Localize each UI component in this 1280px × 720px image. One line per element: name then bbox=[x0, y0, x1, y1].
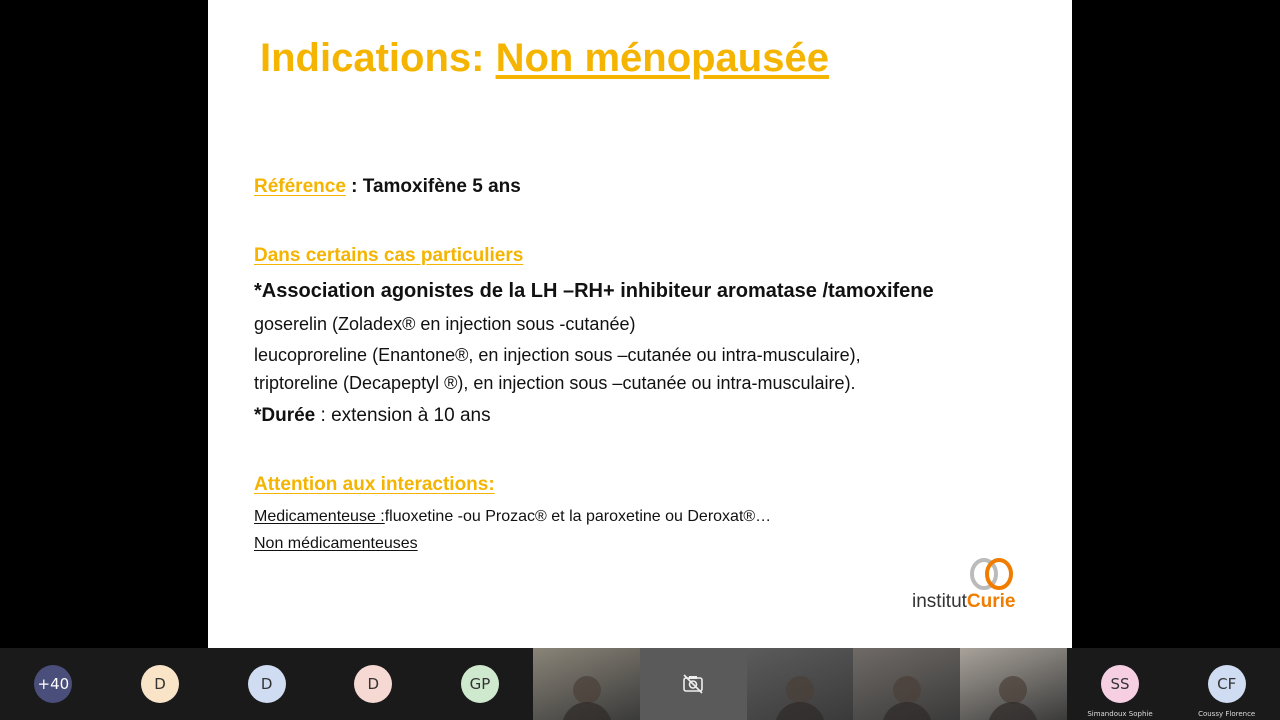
participant-body-icon bbox=[882, 702, 932, 720]
special-cases-heading: Dans certains cas particuliers bbox=[254, 245, 524, 266]
duration-line bbox=[254, 405, 491, 427]
participant-body-icon bbox=[988, 702, 1038, 720]
participant-avatar: D bbox=[354, 665, 392, 703]
logo-prefix: institut bbox=[912, 591, 967, 612]
participant-video-icon bbox=[893, 676, 921, 704]
reference-label: Référence bbox=[254, 176, 346, 197]
participant-tile[interactable] bbox=[853, 648, 960, 720]
curie-rings-icon bbox=[908, 556, 1028, 596]
participant-tile[interactable] bbox=[533, 648, 640, 720]
participant-avatar: CF bbox=[1208, 665, 1246, 703]
participant-tile[interactable] bbox=[320, 648, 427, 720]
participant-body-icon bbox=[775, 702, 825, 720]
medicamenteuse-label: Medicamenteuse : bbox=[254, 508, 385, 525]
drug-line-leucoproreline: leucoproreline (Enantone®, en injection sous –cutanée ou intra-musculaire), bbox=[254, 345, 861, 365]
presentation-slide bbox=[208, 0, 1072, 648]
participant-avatar: SS bbox=[1101, 665, 1139, 703]
medicamenteuse-text: fluoxetine -ou Prozac® et la paroxetine ou Deroxat®… bbox=[384, 508, 772, 525]
participant-tile[interactable] bbox=[427, 648, 534, 720]
drug-line-triptoreline: triptoreline (Decapeptyl ®), en injection sous –cutanée ou intra-musculaire). bbox=[254, 373, 856, 393]
interactions-heading: Attention aux interactions: bbox=[254, 474, 495, 495]
participant-tile[interactable] bbox=[0, 648, 107, 720]
camera-off-icon bbox=[682, 674, 704, 699]
participant-name: Coussy Florence bbox=[1198, 710, 1256, 718]
slide-title bbox=[260, 36, 829, 81]
reference-text: : Tamoxifène 5 ans bbox=[345, 176, 521, 197]
duration-text: : extension à 10 ans bbox=[315, 405, 491, 426]
participant-tile[interactable] bbox=[747, 648, 854, 720]
participant-avatar: D bbox=[248, 665, 286, 703]
association-line: *Association agonistes de la LH –RH+ inhibiteur aromatase /tamoxifene bbox=[254, 280, 934, 302]
participant-video-icon bbox=[999, 676, 1027, 704]
duration-label: *Durée bbox=[254, 405, 316, 426]
participant-video-icon bbox=[573, 676, 601, 704]
participant-tile[interactable] bbox=[213, 648, 320, 720]
participant-tile[interactable] bbox=[640, 648, 747, 720]
logo-brand: Curie bbox=[966, 591, 1016, 612]
institut-curie-logo bbox=[908, 556, 1028, 616]
participant-video-icon bbox=[786, 676, 814, 704]
participant-tile[interactable] bbox=[960, 648, 1067, 720]
drug-line-goserelin: goserelin (Zoladex® en injection sous -cutanée) bbox=[254, 314, 636, 334]
participant-tile[interactable] bbox=[1173, 648, 1280, 720]
participant-tile[interactable] bbox=[107, 648, 214, 720]
participant-avatar: +40 bbox=[34, 665, 72, 703]
participant-name: Simandoux Sophie bbox=[1087, 710, 1153, 718]
participant-avatar: GP bbox=[461, 665, 499, 703]
reference-line bbox=[254, 176, 521, 198]
participant-avatar: D bbox=[141, 665, 179, 703]
title-highlight: Non ménopausée bbox=[495, 36, 829, 80]
non-medicamenteuses-line: Non médicamenteuses bbox=[254, 535, 418, 552]
participant-body-icon bbox=[562, 702, 612, 720]
title-prefix: Indications: bbox=[260, 36, 496, 80]
participants-strip bbox=[0, 648, 1280, 720]
medicamenteuse-line bbox=[254, 508, 771, 526]
participant-tile[interactable] bbox=[1067, 648, 1174, 720]
